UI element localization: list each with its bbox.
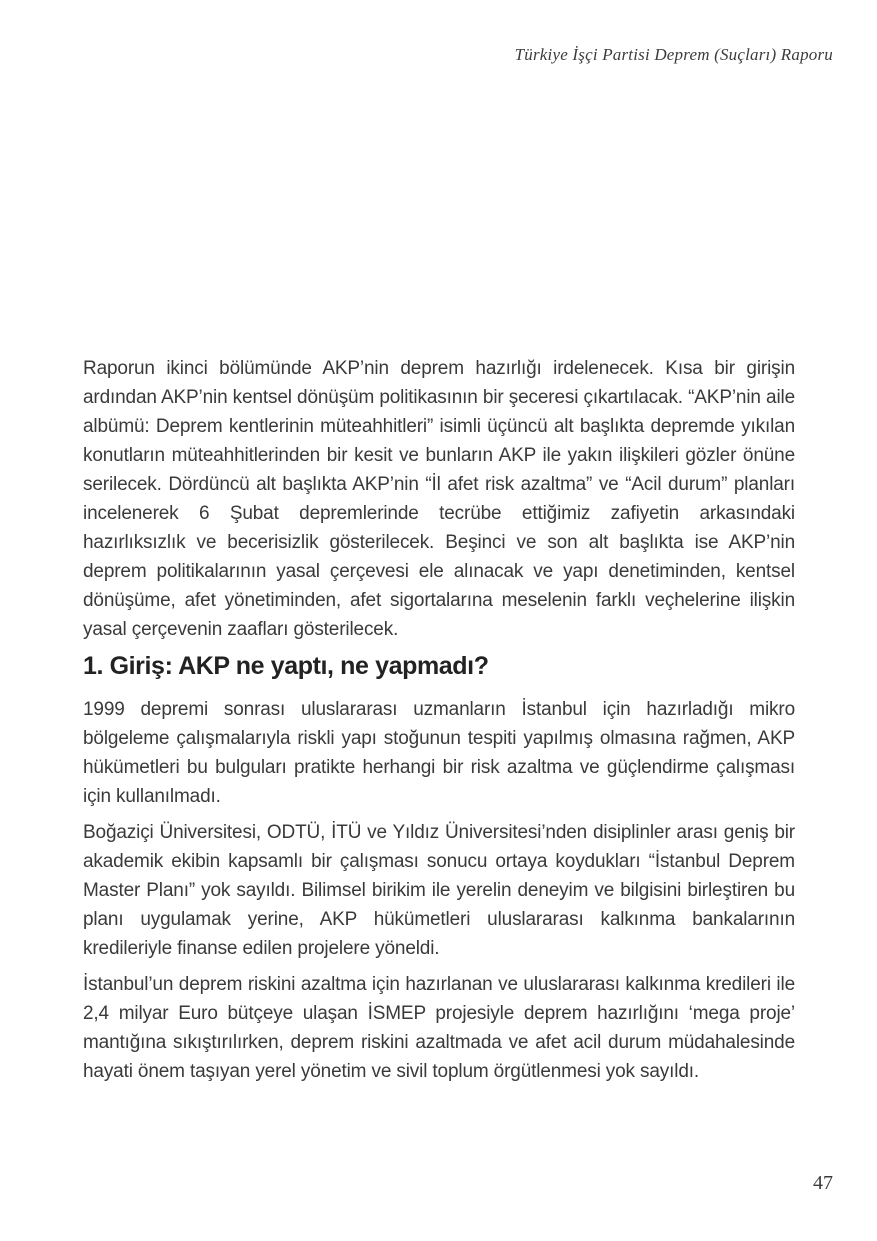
running-header-title: Türkiye İşçi Partisi Deprem (Suçları) Raporu [514,45,833,64]
page-number: 47 [813,1172,833,1194]
section-paragraph-2: Boğaziçi Üniversitesi, ODTÜ, İTÜ ve Yıldız Üniversitesi’nden disiplinler arası geniş bir akademik ekibin kapsamlı bir çalışması sonucu ortaya koydukları “İstanbul Deprem Master Planı” yok sayıldı. Bilimsel birikim ile yerelin deneyim ve bilgisini birleştiren bu planı uygulamak yerine, AKP hükümetleri uluslararası kalkınma bankalarının kredileriyle finanse edilen projelere yöneldi. [83,822,795,959]
section-paragraph-1: 1999 depremi sonrası uluslararası uzmanların İstanbul için hazırladığı mikro bölgeleme çalışmalarıyla riskli yapı stoğunun tespiti yapılmış olmasına rağmen, AKP hükümetleri bu bulguları pratikte herhangi bir risk azaltma ve güçlendirme çalışması için kullanılmadı. [83,699,795,807]
intro-paragraph: Raporun ikinci bölümünde AKP’nin deprem hazırlığı irdelenecek. Kısa bir girişin ardından AKP’nin kentsel dönüşüm politikasının bir şeceresi çıkartılacak. “AKP’nin aile albümü: Deprem kentlerinin müteahhitleri” isimli üçüncü alt başlıkta depremde yıkılan konutların müteahhitlerinden bir kesit ve bunların AKP ile yakın ilişkileri gözler önüne serilecek. Dördüncü alt başlıkta AKP’nin “İl afet risk azaltma” ve “Acil durum” planları incelenerek 6 Şubat depremlerinde tecrübe ettiğimiz zafiyetin arkasındaki hazırlıksızlık ve becerisizlik gösterilecek. Beşinci ve son alt başlıkta ise AKP’nin deprem politikalarının yasal çerçevesi ele alınacak ve yapı denetiminden, kentsel dönüşüme, afet yönetiminden, afet sigortalarına meselenin farklı veçhelerine ilişkin yasal çerçevenin zaafları gösterilecek. [83,358,795,640]
page-content [83,354,795,1093]
section-heading: 1. Giriş: AKP ne yaptı, ne yapmadı? [83,652,489,680]
section-paragraph-3: İstanbul’un deprem riskini azaltma için hazırlanan ve uluslararası kalkınma kredileri ile 2,4 milyar Euro bütçeye ulaşan İSMEP projesiyle deprem hazırlığını ‘mega proje’ mantığına sıkıştırılırken, deprem riskini azaltmada ve afet acil durum müdahalesinde hayati önem taşıyan yerel yönetim ve sivil toplum örgütlenmesi yok sayıldı. [83,974,795,1082]
